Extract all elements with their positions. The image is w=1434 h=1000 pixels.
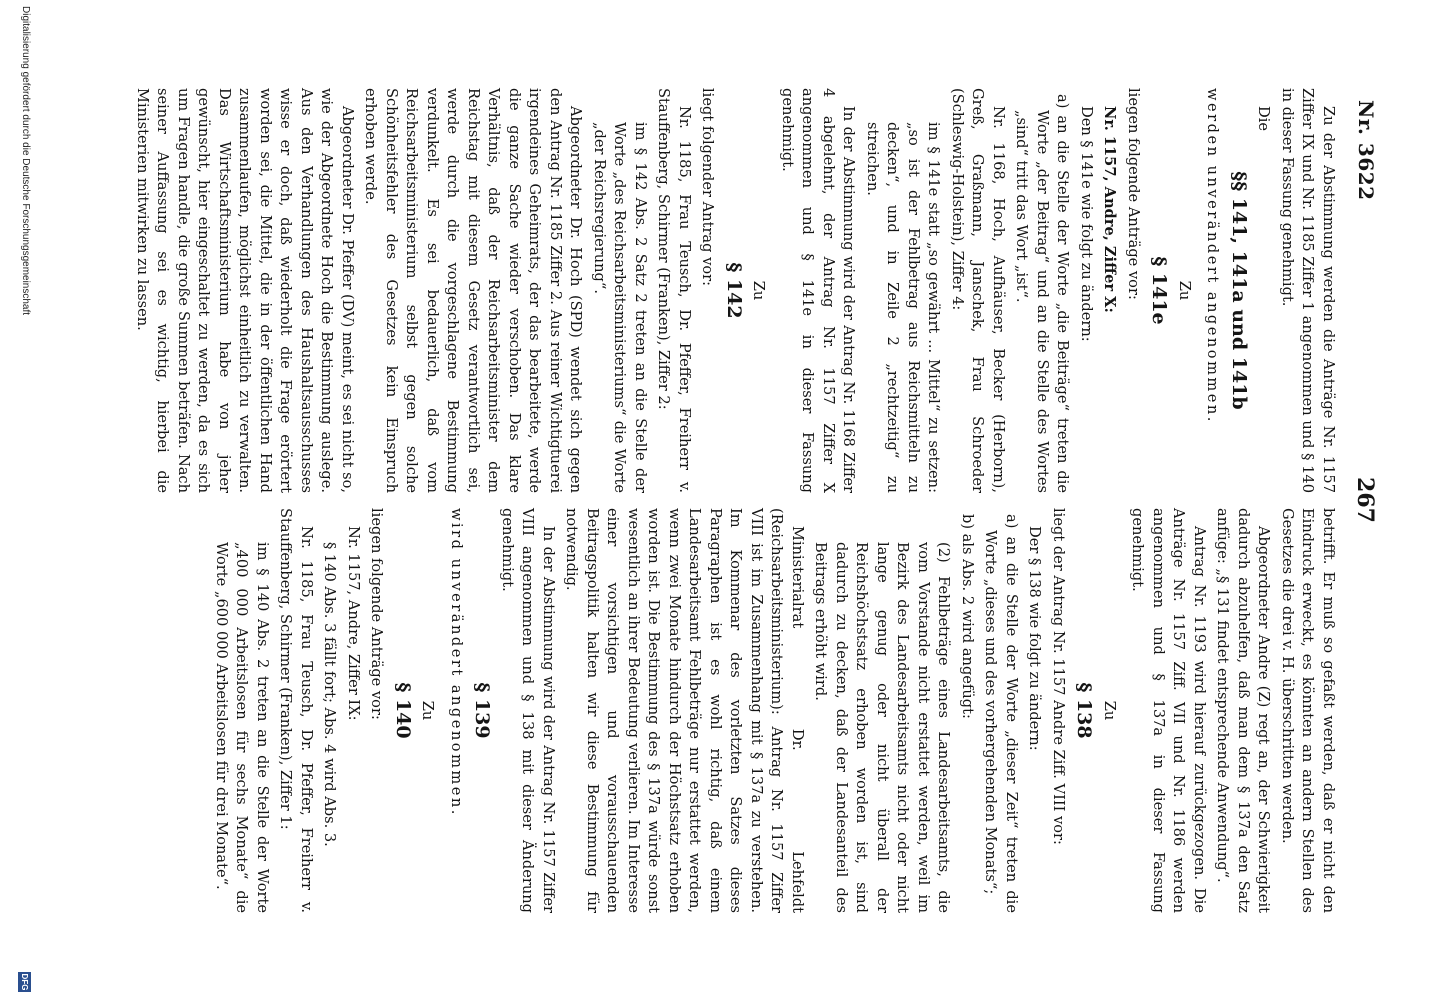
motion-title: Nr. 1185, Frau Teusch, Dr. Pfeffer, Freiherr v. Stauffenberg, Schirmer (Franken), Ziffer 1: [277,508,315,913]
paragraph: In der Abstimmung wird der Antrag Nr. 1157 Ziffer VIII angenommen und § 138 mit dieser Änderung genehmigt. [499,508,557,913]
list-item: a) an die Stelle der Worte „dieser Zeit“ treten die Worte „dieses und des vorhergehenden Monats“; [982,514,1020,913]
digitization-footer [12,0,34,1000]
paragraph: Antrag Nr. 1193 wird hierauf zurückgezogen. Die Anträge Nr. 1157 Ziff. VII und Nr. 1186 werden angenommen und § 137a in dieser Fassung genehmigt. [1129,508,1208,913]
paragraph: Abgeordneter Andre (Z) regt an, der Schwierigkeit dadurch abzuhelfen, daß man dem § 137a den Satz anfüge: „§ 131 findet entsprechende Anwendung“. [1214,508,1273,913]
paragraph: In der Abstimmung wird der Antrag Nr. 1168 Ziffer 4 abgelehnt, der Antrag Nr. 1157 Ziffer X angenommen und § 141e in dieser Fassung genehmigt. [779,88,858,493]
section-heading: § 140 [392,682,414,739]
zu-label: Zu [750,280,768,301]
paragraph: betrifft. Er muß so gefaßt werden, daß er nicht den Eindruck erweckt, es könnten an andern Stellen des Gesetzes die drei v. H. überschritten werden. [1279,508,1337,913]
page-number: 267 [1352,477,1378,523]
paragraph: werden unverändert angenommen. [1204,88,1222,424]
paragraph: Ministerialrat Dr. Lehfeldt (Reichsarbeitsministerium): Antrag Nr. 1157 Ziffer VIII ist im Zusammenhang mit § 137a zu verstehen. Im Kommenar des vorletzten Satzes dieses Paragraphen ist es wohl richtig, daß einem Landesarbeitsamt Fehlbeträge nur erstattet werden, wenn zwei Monate hindurch der Höchstsatz erhoben worden ist. Die Bestimmung des § 137a würde sonst wesentlich an ihrer Bedeutung verlieren. Im Interesse einer vorsichtigen und vorausschauenden Beitragspolitik halten wir diese Bestimmung für notwendig. [563,508,806,913]
paragraph: liegt der Antrag Nr. 1157 Andre Ziff. VIII vor: [1050,508,1067,845]
zu-label: Zu [1176,280,1193,301]
section-heading: § 142 [723,262,745,319]
paragraph: Abgeordneter Dr. Pfeffer (DV) meint, es sei nicht so, wie der Abgeordnete Hoch die Bestimmung auslege. Aus den Verhandlungen des Haushaltsausschusses wisse er doch, daß wiederholt die Frage erörtert worden sei, die Mittel, die in der öffentlichen Hand zusammenlaufen, möglichst einheitlich zu verwalten. Das Wirtschaftsministerium habe von jeher gewünscht, hier eingeschaltet zu werden, da es sich um Fragen handle, die große Summen beträfen. Nach seiner Auffassung sei es wichtig, hierbei die Ministerien mitwirken zu lassen. [134,88,356,493]
motion-title: Nr. 1185, Frau Teusch, Dr. Pfeffer, Freiherr v. Stauffenberg, Schirmer (Franken), Ziffer 2: [655,88,693,493]
list-item: a) an die Stelle der Worte „die Beiträge“ treten die Worte „der Beitrag“ und an die Stelle des Wortes „sind“ tritt das Wort „ist“. [1013,94,1072,493]
section-heading: §§ 141, 141a und 141b [1228,171,1250,410]
zu-label: Zu [419,700,437,721]
paragraph: im § 140 Abs. 2 treten an die Stelle der Worte „400 000 Arbeitslosen für sechs Monate“ die Worte „600 000 Arbeitslosen für drei Monate“. [213,542,271,913]
paragraph: (2) Fehlbeträge eines Landesarbeitsamts, die vom Vorstande nicht erstattet werden, weil im Bezirk des Landesarbeitsamts nicht oder nicht lange genug oder nicht überall der Reichshöchstsatz erhoben worden ist, sind dadurch zu decken, daß der Landesanteil des Beitrags erhöht wird. [812,542,953,913]
motion-title: Nr. 1157, Andre, Ziffer X: [1101,106,1119,313]
section-heading: § 139 [471,682,494,739]
section-heading: § 138 [1073,682,1096,739]
paragraph: Der § 138 wie folgt zu ändern: [1026,526,1044,751]
paragraph: Den § 141e wie folgt zu ändern: [1078,106,1095,342]
paragraph: wird unverändert angenommen. [448,508,465,817]
zu-label: Zu [1101,700,1118,721]
list-item: b) als Abs. 2 wird angefügt: [959,514,976,719]
paragraph: § 140 Abs. 3 fällt fort; Abs. 4 wird Abs. 3. [321,542,339,847]
paragraph: im § 142 Abs. 2 Satz 2 treten an die Stelle der Worte „des Reichsarbeitsministeriums“ die Worte „der Reichsregierung“. [591,122,649,493]
motion-title: Nr. 1168, Hoch, Aufhäuser, Becker (Herborn), Greß, Graßmann, Janschek, Frau Schroeder (Schleswig-Holstein), Ziffer 4: [949,88,1007,493]
paragraph: liegen folgende Anträge vor: [368,508,386,720]
paragraph: liegen folgende Anträge vor: [1125,88,1142,300]
right-column [208,508,1339,913]
paragraph: liegt folgender Antrag vor: [699,88,717,287]
dfg-logo-icon: DFG [20,973,29,991]
section-heading: § 141e [1148,256,1171,325]
footer-text: Digitalisierung gefördert durch die Deutsche Forschungsgemeinschaft [20,6,31,316]
paragraph: Die [1255,106,1273,132]
paragraph: Zu der Abstimmung werden die Anträge Nr. 1157 Ziffer IX und Nr. 1185 Ziffer 1 angenommen und § 140 in dieser Fassung genehmigt. [1279,88,1337,493]
left-column [129,88,1339,493]
paragraph: im § 141e statt „so gewährt ... Mittel“ zu setzen: „so ist der Fehlbetrag aus Reichsmitteln zu decken“, und in Zeile 2 „rechtzeitig“ zu streichen. [864,122,943,493]
motion-title: Nr. 1157, Andre, Ziffer IX: [345,526,362,721]
paragraph: Abgeordneter Dr. Hoch (SPD) wendet sich gegen den Antrag Nr. 1185 Ziffer 2. Aus reiner Wichtigtuerei irgendeines Geheimrats, der das bearbeitete, werde die ganze Sache wieder verschoben. Das klare Verhältnis, daß der Reichsarbeitsminister dem Reichstag mit diesem Gesetz verantwortlich sei, werde durch die vorgeschlagene Bestimmung verdunkelt. Es sei bedauerlich, daß vom Reichsarbeitsministerium selbst gegen solche Schönheitsfehler des Gesetzes kein Einspruch erhoben werde. [362,88,585,493]
document-number: Nr. 3622 [1354,100,1378,201]
